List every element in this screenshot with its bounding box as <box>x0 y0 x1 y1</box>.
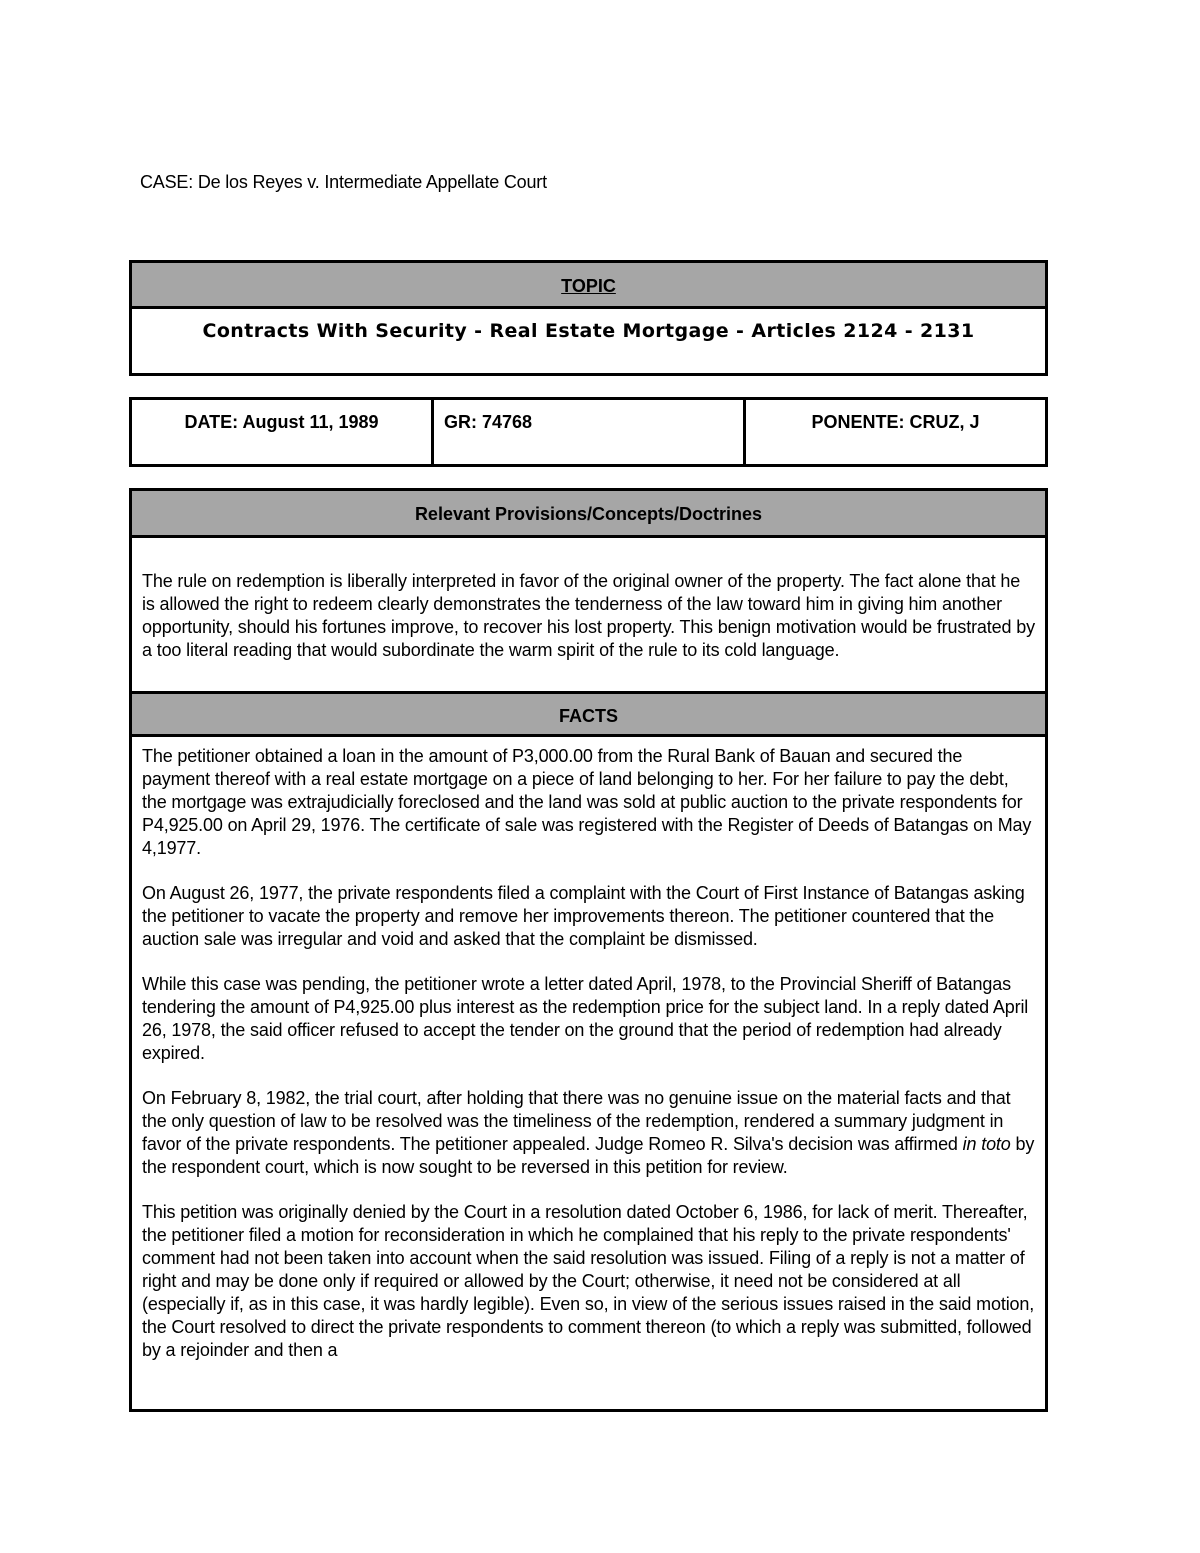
case-name: De los Reyes v. Intermediate Appellate Court <box>197 172 547 192</box>
ponente-cell: PONENTE: CRUZ, J <box>743 400 1045 464</box>
topic-text: Contracts With Security - Real Estate Mortgage - Articles 2124 - 2131 <box>202 320 975 342</box>
facts-paragraph-3: While this case was pending, the petitioner wrote a letter dated April, 1978, to the Provincial Sheriff of Batangas tendering the amount of P4,925.00 plus interest as the redemption price for the subject land. In a reply dated April 26, 1978, the said officer refused to accept the tender on the ground that the period of redemption had already expired. <box>142 974 1029 1063</box>
facts-body <box>132 737 1045 1362</box>
provisions-facts-box <box>129 488 1048 1412</box>
gr-cell: GR: 74768 <box>431 400 743 464</box>
case-title-line <box>140 172 547 193</box>
facts-heading: FACTS <box>132 691 1045 737</box>
facts-p4-italic: in toto <box>962 1134 1011 1154</box>
facts-paragraph-2: On August 26, 1977, the private respondents filed a complaint with the Court of First Instance of Batangas asking the petitioner to vacate the property and remove her improvements thereon. The petitioner countered that the auction sale was irregular and void and asked that the complaint be dismissed. <box>142 883 1025 949</box>
facts-paragraph-5: This petition was originally denied by the Court in a resolution dated October 6, 1986, for lack of merit. Thereafter, the petitioner filed a motion for reconsideration in which he complained that his reply to the private respondents' comment had not been taken into account when the said resolution was issued. Filing of a reply is not a matter of right and may be done only if required or allowed by the Court; otherwise, it need not be considered at all (especially if, as in this case, it was hardly legible). Even so, in view of the serious issues raised in the said motion, the Court resolved to direct the private respondents to comment thereon (to which a reply was submitted, followed by a rejoinder and then a <box>142 1202 1035 1360</box>
doctrines-text: The rule on redemption is liberally interpreted in favor of the original owner of the property. The fact alone that he is allowed the right to redeem clearly demonstrates the tenderness of the law toward him in giving him another opportunity, should his fortunes improve, to recover his lost property. This benign motivation would be frustrated by a too literal reading that would subordinate the warm spirit of the rule to its cold language. <box>142 571 1035 660</box>
doctrines-heading: Relevant Provisions/Concepts/Doctrines <box>132 491 1045 538</box>
topic-heading: TOPIC <box>132 263 1045 309</box>
date-cell: DATE: August 11, 1989 <box>184 412 379 432</box>
facts-paragraph-1: The petitioner obtained a loan in the amount of P3,000.00 from the Rural Bank of Bauan and secured the payment thereof with a real estate mortgage on a piece of land belonging to her. For her failure to pay the debt, the mortgage was extrajudicially foreclosed and the land was sold at public auction to the private respondents for P4,925.00 on April 29, 1976. The certificate of sale was registered with the Register of Deeds of Batangas on May 4,1977. <box>142 746 1032 858</box>
topic-box <box>129 260 1048 376</box>
case-info-row <box>129 397 1048 467</box>
case-label: CASE: <box>140 172 194 192</box>
facts-paragraph-4 <box>142 1087 1035 1179</box>
facts-p4-text-b: by the respondent court, which is now sought to be reversed in this petition for review. <box>142 1134 1035 1177</box>
facts-p4-text-a: On February 8, 1982, the trial court, after holding that there was no genuine issue on the material facts and that the only question of law to be resolved was the timeliness of the redemption, rendered a summary judgment in favor of the private respondents. The petitioner appealed. Judge Romeo R. Silva's decision was affirmed <box>142 1088 1011 1154</box>
